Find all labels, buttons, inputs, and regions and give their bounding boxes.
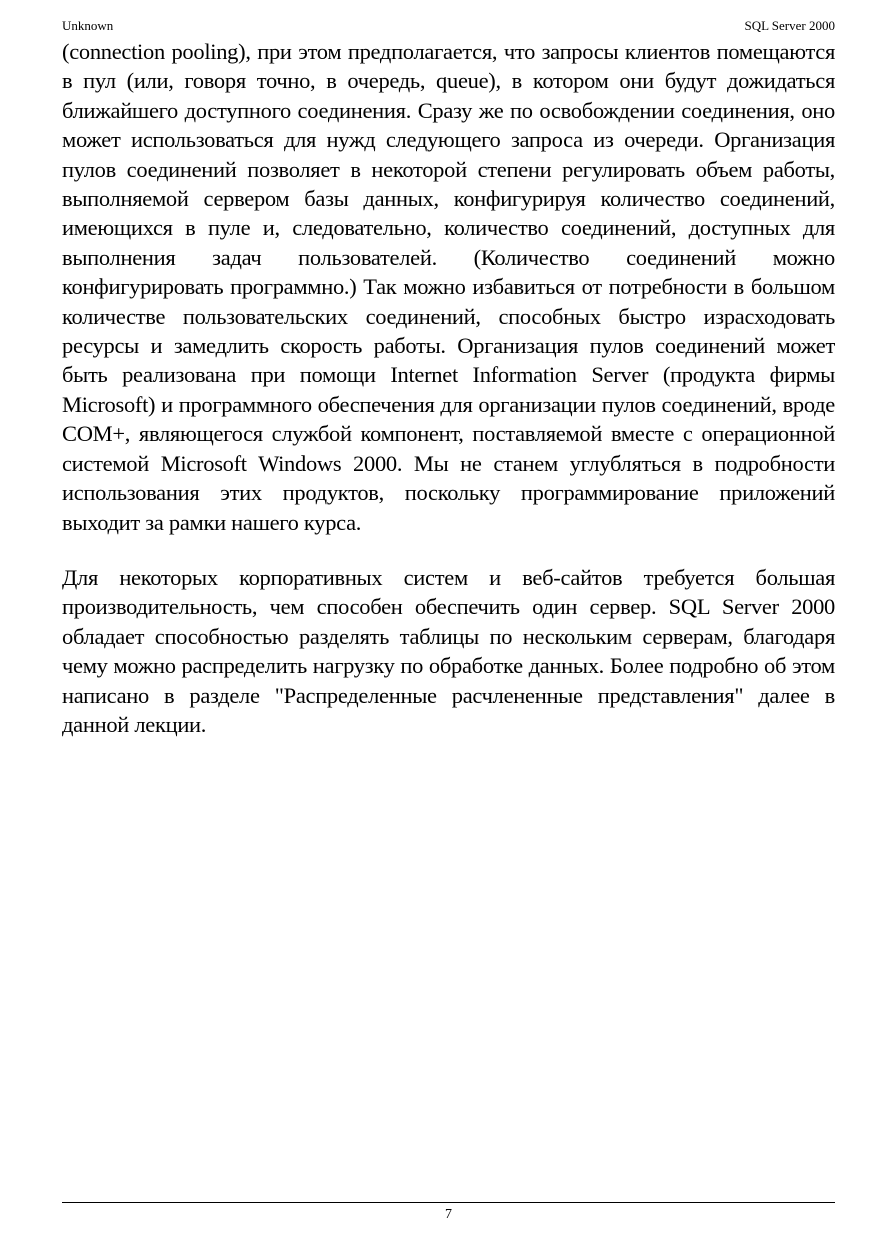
header-book-title: SQL Server 2000 xyxy=(744,18,835,33)
page-number: 7 xyxy=(445,1207,452,1222)
body-paragraph: Для некоторых корпоративных систем и веб-сайтов требуется большая производительность, чем способен обеспечить один сервер. SQL Server 2000 обладает способностью разделять таблицы по нескольким серверам, благодаря чему можно распределить нагрузку по обработке данных. Более подробно об этом написано в разделе "Распределенные расчлененные представления" далее в данной лекции. xyxy=(62,564,835,737)
page-body xyxy=(62,37,835,739)
running-header xyxy=(62,17,835,35)
header-author: Unknown xyxy=(62,18,114,33)
footer-divider xyxy=(62,1202,835,1203)
body-paragraph: (connection pooling), при этом предполагается, что запросы клиентов помещаются в пул (или, говоря точно, в очередь, queue), в котором они будут дожидаться ближайшего доступного соединения. Сразу же по освобождении соединения, оно может использоваться для нужд следующего запроса из очереди. Организация пулов соединений позволяет в некоторой степени регулировать объем работы, выполняемой сервером базы данных, конфигурируя количество соединений, имеющихся в пуле и, следовательно, количество соединений, доступных для выполнения задач пользователей. (Количество соединений можно конфигурировать программно.) Так можно избавиться от потребности в большом количестве пользовательских соединений, способных быстро израсходовать ресурсы и замедлить скорость работы. Организация пулов соединений может быть реализована при помощи Internet Information Server (продукта фирмы Microsoft) и программного обеспечения для организации пулов соединений, вроде COM+, являющегося службой компонент, поставляемой вместе с операционной системой Microsoft Windows 2000. Мы не станем углубляться в подробности использования этих продуктов, поскольку программирование приложений выходит за рамки нашего курса. xyxy=(62,39,835,535)
